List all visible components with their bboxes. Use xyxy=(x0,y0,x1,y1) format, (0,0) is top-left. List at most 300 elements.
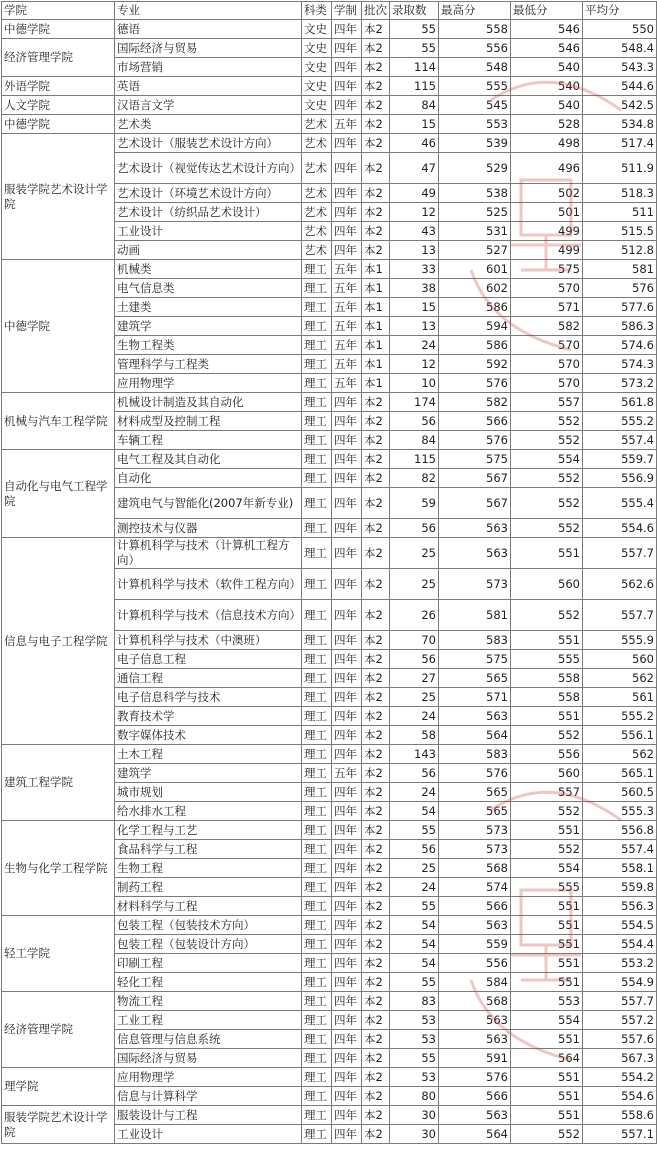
batch-cell: 本2 xyxy=(362,992,390,1011)
duration-cell: 四年 xyxy=(332,241,362,260)
subject-cell: 理工 xyxy=(302,745,332,764)
batch-cell: 本2 xyxy=(362,1106,390,1125)
duration-cell: 四年 xyxy=(332,450,362,469)
min-score-cell: 570 xyxy=(511,279,583,298)
major-cell: 印刷工程 xyxy=(115,954,302,973)
batch-cell: 本2 xyxy=(362,1011,390,1030)
batch-cell: 本2 xyxy=(362,954,390,973)
major-cell: 生物工程 xyxy=(115,859,302,878)
header-subject: 科类 xyxy=(302,2,332,20)
admitted-cell: 30 xyxy=(390,1106,439,1125)
batch-cell: 本2 xyxy=(362,77,390,96)
avg-score-cell: 581 xyxy=(583,260,657,279)
max-score-cell: 573 xyxy=(439,840,511,859)
avg-score-cell: 565.1 xyxy=(583,764,657,783)
major-cell: 服装设计与工程 xyxy=(115,1106,302,1125)
batch-cell: 本2 xyxy=(362,745,390,764)
avg-score-cell: 512.8 xyxy=(583,241,657,260)
duration-cell: 四年 xyxy=(332,222,362,241)
subject-cell: 理工 xyxy=(302,1049,332,1068)
avg-score-cell: 558.6 xyxy=(583,1106,657,1125)
avg-score-cell: 554.5 xyxy=(583,916,657,935)
subject-cell: 理工 xyxy=(302,450,332,469)
subject-cell: 理工 xyxy=(302,897,332,916)
batch-cell: 本2 xyxy=(362,184,390,203)
avg-score-cell: 515.5 xyxy=(583,222,657,241)
min-score-cell: 560 xyxy=(511,764,583,783)
subject-cell: 理工 xyxy=(302,1068,332,1087)
table-row xyxy=(2,1068,657,1087)
avg-score-cell: 548.4 xyxy=(583,39,657,58)
admitted-cell: 55 xyxy=(390,973,439,992)
duration-cell: 四年 xyxy=(332,916,362,935)
admitted-cell: 55 xyxy=(390,1049,439,1068)
duration-cell: 四年 xyxy=(332,1087,362,1106)
duration-cell: 五年 xyxy=(332,374,362,393)
min-score-cell: 557 xyxy=(511,393,583,412)
duration-cell: 四年 xyxy=(332,992,362,1011)
avg-score-cell: 553.2 xyxy=(583,954,657,973)
header-duration: 学制 xyxy=(332,2,362,20)
subject-cell: 理工 xyxy=(302,859,332,878)
batch-cell: 本2 xyxy=(362,96,390,115)
min-score-cell: 552 xyxy=(511,469,583,488)
min-score-cell: 556 xyxy=(511,745,583,764)
max-score-cell: 564 xyxy=(439,1125,511,1144)
batch-cell: 本2 xyxy=(362,222,390,241)
max-score-cell: 583 xyxy=(439,745,511,764)
min-score-cell: 551 xyxy=(511,1068,583,1087)
max-score-cell: 563 xyxy=(439,519,511,538)
table-row xyxy=(2,115,657,134)
major-cell: 通信工程 xyxy=(115,669,302,688)
duration-cell: 四年 xyxy=(332,431,362,450)
duration-cell: 四年 xyxy=(332,840,362,859)
subject-cell: 艺术 xyxy=(302,153,332,184)
duration-cell: 五年 xyxy=(332,764,362,783)
max-score-cell: 545 xyxy=(439,96,511,115)
max-score-cell: 594 xyxy=(439,317,511,336)
admitted-cell: 24 xyxy=(390,783,439,802)
max-score-cell: 563 xyxy=(439,916,511,935)
min-score-cell: 551 xyxy=(511,538,583,569)
avg-score-cell: 557.7 xyxy=(583,538,657,569)
min-score-cell: 552 xyxy=(511,802,583,821)
major-cell: 汉语言文学 xyxy=(115,96,302,115)
table-row xyxy=(2,39,657,58)
min-score-cell: 551 xyxy=(511,1030,583,1049)
table-row xyxy=(2,134,657,153)
college-cell: 信息与电子工程学院 xyxy=(2,538,115,745)
avg-score-cell: 562.6 xyxy=(583,569,657,600)
min-score-cell: 551 xyxy=(511,1087,583,1106)
admitted-cell: 174 xyxy=(390,393,439,412)
min-score-cell: 499 xyxy=(511,222,583,241)
batch-cell: 本2 xyxy=(362,840,390,859)
avg-score-cell: 556.8 xyxy=(583,821,657,840)
avg-score-cell: 576 xyxy=(583,279,657,298)
duration-cell: 四年 xyxy=(332,726,362,745)
batch-cell: 本2 xyxy=(362,688,390,707)
header-batch: 批次 xyxy=(362,2,390,20)
max-score-cell: 581 xyxy=(439,600,511,631)
major-cell: 工业工程 xyxy=(115,1011,302,1030)
max-score-cell: 573 xyxy=(439,569,511,600)
batch-cell: 本2 xyxy=(362,600,390,631)
duration-cell: 四年 xyxy=(332,393,362,412)
duration-cell: 四年 xyxy=(332,1068,362,1087)
major-cell: 计算机科学与技术（计算机工程方向） xyxy=(115,538,302,569)
max-score-cell: 563 xyxy=(439,707,511,726)
duration-cell: 五年 xyxy=(332,355,362,374)
college-cell: 经济管理学院 xyxy=(2,992,115,1068)
avg-score-cell: 557.1 xyxy=(583,1125,657,1144)
duration-cell: 四年 xyxy=(332,77,362,96)
min-score-cell: 558 xyxy=(511,669,583,688)
batch-cell: 本2 xyxy=(362,1030,390,1049)
avg-score-cell: 557.7 xyxy=(583,992,657,1011)
avg-score-cell: 556.9 xyxy=(583,469,657,488)
major-cell: 制药工程 xyxy=(115,878,302,897)
subject-cell: 理工 xyxy=(302,764,332,783)
max-score-cell: 527 xyxy=(439,241,511,260)
college-cell: 生物与化学工程学院 xyxy=(2,821,115,916)
admitted-cell: 55 xyxy=(390,897,439,916)
admitted-cell: 46 xyxy=(390,134,439,153)
max-score-cell: 525 xyxy=(439,203,511,222)
admitted-cell: 80 xyxy=(390,1087,439,1106)
major-cell: 艺术设计（服装艺术设计方向） xyxy=(115,134,302,153)
admitted-cell: 43 xyxy=(390,222,439,241)
admission-score-table xyxy=(1,1,657,1144)
max-score-cell: 584 xyxy=(439,973,511,992)
duration-cell: 五年 xyxy=(332,336,362,355)
avg-score-cell: 511 xyxy=(583,203,657,222)
admitted-cell: 25 xyxy=(390,859,439,878)
avg-score-cell: 562 xyxy=(583,745,657,764)
table-row xyxy=(2,538,657,569)
min-score-cell: 551 xyxy=(511,973,583,992)
max-score-cell: 592 xyxy=(439,355,511,374)
admitted-cell: 25 xyxy=(390,688,439,707)
avg-score-cell: 573.2 xyxy=(583,374,657,393)
batch-cell: 本2 xyxy=(362,431,390,450)
duration-cell: 四年 xyxy=(332,134,362,153)
min-score-cell: 552 xyxy=(511,519,583,538)
subject-cell: 艺术 xyxy=(302,203,332,222)
admitted-cell: 33 xyxy=(390,260,439,279)
table-body xyxy=(2,20,657,1144)
min-score-cell: 499 xyxy=(511,241,583,260)
major-cell: 工业设计 xyxy=(115,222,302,241)
admitted-cell: 56 xyxy=(390,519,439,538)
admitted-cell: 114 xyxy=(390,58,439,77)
subject-cell: 理工 xyxy=(302,1125,332,1144)
min-score-cell: 552 xyxy=(511,600,583,631)
table-row xyxy=(2,1106,657,1125)
batch-cell: 本2 xyxy=(362,1068,390,1087)
duration-cell: 四年 xyxy=(332,669,362,688)
admitted-cell: 10 xyxy=(390,374,439,393)
min-score-cell: 540 xyxy=(511,96,583,115)
max-score-cell: 558 xyxy=(439,20,511,39)
major-cell: 包装工程（包装技术方向） xyxy=(115,916,302,935)
batch-cell: 本2 xyxy=(362,1087,390,1106)
college-cell: 轻工学院 xyxy=(2,916,115,992)
subject-cell: 理工 xyxy=(302,279,332,298)
batch-cell: 本2 xyxy=(362,897,390,916)
header-major: 专业 xyxy=(115,2,302,20)
max-score-cell: 529 xyxy=(439,153,511,184)
batch-cell: 本2 xyxy=(362,669,390,688)
major-cell: 管理科学与工程类 xyxy=(115,355,302,374)
duration-cell: 四年 xyxy=(332,519,362,538)
header-admitted: 录取数 xyxy=(390,2,439,20)
college-cell: 中德学院 xyxy=(2,20,115,39)
batch-cell: 本2 xyxy=(362,412,390,431)
batch-cell: 本2 xyxy=(362,20,390,39)
max-score-cell: 567 xyxy=(439,469,511,488)
header-college: 学院 xyxy=(2,2,115,20)
major-cell: 物流工程 xyxy=(115,992,302,1011)
admitted-cell: 54 xyxy=(390,954,439,973)
avg-score-cell: 560 xyxy=(583,650,657,669)
batch-cell: 本2 xyxy=(362,58,390,77)
avg-score-cell: 518.3 xyxy=(583,184,657,203)
avg-score-cell: 542.5 xyxy=(583,96,657,115)
min-score-cell: 553 xyxy=(511,992,583,1011)
batch-cell: 本1 xyxy=(362,317,390,336)
admitted-cell: 115 xyxy=(390,77,439,96)
major-cell: 信息与计算科学 xyxy=(115,1087,302,1106)
major-cell: 机械设计制造及其自动化 xyxy=(115,393,302,412)
subject-cell: 文史 xyxy=(302,77,332,96)
major-cell: 建筑学 xyxy=(115,764,302,783)
duration-cell: 四年 xyxy=(332,783,362,802)
table-row xyxy=(2,260,657,279)
subject-cell: 理工 xyxy=(302,355,332,374)
duration-cell: 四年 xyxy=(332,1011,362,1030)
college-cell: 服装学院艺术设计学院 xyxy=(2,134,115,260)
major-cell: 工业设计 xyxy=(115,1125,302,1144)
max-score-cell: 563 xyxy=(439,1030,511,1049)
admitted-cell: 54 xyxy=(390,935,439,954)
max-score-cell: 586 xyxy=(439,298,511,317)
admitted-cell: 47 xyxy=(390,153,439,184)
header-row xyxy=(2,2,657,20)
duration-cell: 四年 xyxy=(332,469,362,488)
admitted-cell: 38 xyxy=(390,279,439,298)
duration-cell: 四年 xyxy=(332,58,362,77)
admitted-cell: 56 xyxy=(390,412,439,431)
admitted-cell: 56 xyxy=(390,840,439,859)
major-cell: 城市规划 xyxy=(115,783,302,802)
major-cell: 电气工程及其自动化 xyxy=(115,450,302,469)
max-score-cell: 539 xyxy=(439,134,511,153)
min-score-cell: 540 xyxy=(511,77,583,96)
table-row xyxy=(2,992,657,1011)
college-cell: 中德学院 xyxy=(2,115,115,134)
min-score-cell: 575 xyxy=(511,260,583,279)
avg-score-cell: 554.4 xyxy=(583,935,657,954)
subject-cell: 理工 xyxy=(302,954,332,973)
subject-cell: 理工 xyxy=(302,317,332,336)
major-cell: 食品科学与工程 xyxy=(115,840,302,859)
min-score-cell: 552 xyxy=(511,840,583,859)
duration-cell: 五年 xyxy=(332,298,362,317)
major-cell: 机械类 xyxy=(115,260,302,279)
subject-cell: 艺术 xyxy=(302,134,332,153)
duration-cell: 五年 xyxy=(332,260,362,279)
subject-cell: 理工 xyxy=(302,600,332,631)
batch-cell: 本2 xyxy=(362,134,390,153)
subject-cell: 艺术 xyxy=(302,222,332,241)
admitted-cell: 53 xyxy=(390,1068,439,1087)
avg-score-cell: 543.3 xyxy=(583,58,657,77)
duration-cell: 四年 xyxy=(332,153,362,184)
major-cell: 艺术设计（视觉传达艺术设计方向） xyxy=(115,153,302,184)
duration-cell: 五年 xyxy=(332,115,362,134)
max-score-cell: 576 xyxy=(439,431,511,450)
batch-cell: 本2 xyxy=(362,153,390,184)
duration-cell: 五年 xyxy=(332,317,362,336)
college-cell: 外语学院 xyxy=(2,77,115,96)
major-cell: 测控技术与仪器 xyxy=(115,519,302,538)
major-cell: 应用物理学 xyxy=(115,1068,302,1087)
max-score-cell: 576 xyxy=(439,764,511,783)
max-score-cell: 566 xyxy=(439,1087,511,1106)
max-score-cell: 563 xyxy=(439,1011,511,1030)
admitted-cell: 15 xyxy=(390,115,439,134)
major-cell: 市场营销 xyxy=(115,58,302,77)
max-score-cell: 583 xyxy=(439,631,511,650)
max-score-cell: 553 xyxy=(439,115,511,134)
avg-score-cell: 517.4 xyxy=(583,134,657,153)
batch-cell: 本2 xyxy=(362,726,390,745)
batch-cell: 本2 xyxy=(362,569,390,600)
avg-score-cell: 555.2 xyxy=(583,412,657,431)
major-cell: 包装工程（包装设计方向） xyxy=(115,935,302,954)
subject-cell: 理工 xyxy=(302,1030,332,1049)
min-score-cell: 558 xyxy=(511,688,583,707)
min-score-cell: 551 xyxy=(511,897,583,916)
min-score-cell: 571 xyxy=(511,298,583,317)
subject-cell: 理工 xyxy=(302,519,332,538)
batch-cell: 本2 xyxy=(362,39,390,58)
admitted-cell: 54 xyxy=(390,916,439,935)
college-cell: 自动化与电气工程学院 xyxy=(2,450,115,538)
avg-score-cell: 557.6 xyxy=(583,1030,657,1049)
max-score-cell: 567 xyxy=(439,488,511,519)
min-score-cell: 582 xyxy=(511,317,583,336)
batch-cell: 本2 xyxy=(362,707,390,726)
duration-cell: 四年 xyxy=(332,569,362,600)
max-score-cell: 571 xyxy=(439,688,511,707)
max-score-cell: 556 xyxy=(439,954,511,973)
major-cell: 材料科学与工程 xyxy=(115,897,302,916)
duration-cell: 四年 xyxy=(332,20,362,39)
batch-cell: 本1 xyxy=(362,279,390,298)
max-score-cell: 564 xyxy=(439,726,511,745)
major-cell: 计算机科学与技术（信息技术方向） xyxy=(115,600,302,631)
major-cell: 化学工程与工艺 xyxy=(115,821,302,840)
subject-cell: 艺术 xyxy=(302,241,332,260)
max-score-cell: 574 xyxy=(439,878,511,897)
max-score-cell: 566 xyxy=(439,412,511,431)
subject-cell: 理工 xyxy=(302,298,332,317)
batch-cell: 本2 xyxy=(362,488,390,519)
min-score-cell: 555 xyxy=(511,878,583,897)
min-score-cell: 551 xyxy=(511,916,583,935)
batch-cell: 本2 xyxy=(362,241,390,260)
batch-cell: 本1 xyxy=(362,355,390,374)
major-cell: 电子信息工程 xyxy=(115,650,302,669)
min-score-cell: 552 xyxy=(511,431,583,450)
admitted-cell: 55 xyxy=(390,821,439,840)
subject-cell: 理工 xyxy=(302,393,332,412)
min-score-cell: 551 xyxy=(511,707,583,726)
subject-cell: 理工 xyxy=(302,650,332,669)
admitted-cell: 56 xyxy=(390,650,439,669)
admitted-cell: 70 xyxy=(390,631,439,650)
avg-score-cell: 544.6 xyxy=(583,77,657,96)
avg-score-cell: 562 xyxy=(583,669,657,688)
duration-cell: 四年 xyxy=(332,184,362,203)
subject-cell: 理工 xyxy=(302,783,332,802)
major-cell: 建筑电气与智能化(2007年新专业) xyxy=(115,488,302,519)
duration-cell: 四年 xyxy=(332,897,362,916)
major-cell: 土建类 xyxy=(115,298,302,317)
max-score-cell: 559 xyxy=(439,935,511,954)
max-score-cell: 576 xyxy=(439,1068,511,1087)
min-score-cell: 498 xyxy=(511,134,583,153)
batch-cell: 本2 xyxy=(362,1049,390,1068)
batch-cell: 本2 xyxy=(362,115,390,134)
subject-cell: 理工 xyxy=(302,840,332,859)
avg-score-cell: 555.4 xyxy=(583,488,657,519)
admitted-cell: 59 xyxy=(390,488,439,519)
table-row xyxy=(2,916,657,935)
duration-cell: 四年 xyxy=(332,859,362,878)
subject-cell: 文史 xyxy=(302,58,332,77)
subject-cell: 理工 xyxy=(302,688,332,707)
major-cell: 轻化工程 xyxy=(115,973,302,992)
admitted-cell: 53 xyxy=(390,1011,439,1030)
avg-score-cell: 557.4 xyxy=(583,431,657,450)
min-score-cell: 557 xyxy=(511,783,583,802)
subject-cell: 理工 xyxy=(302,935,332,954)
subject-cell: 理工 xyxy=(302,992,332,1011)
avg-score-cell: 554.2 xyxy=(583,1068,657,1087)
batch-cell: 本2 xyxy=(362,973,390,992)
duration-cell: 四年 xyxy=(332,1049,362,1068)
admitted-cell: 27 xyxy=(390,669,439,688)
subject-cell: 理工 xyxy=(302,469,332,488)
batch-cell: 本2 xyxy=(362,1125,390,1144)
major-cell: 建筑学 xyxy=(115,317,302,336)
duration-cell: 五年 xyxy=(332,279,362,298)
batch-cell: 本2 xyxy=(362,916,390,935)
duration-cell: 四年 xyxy=(332,650,362,669)
major-cell: 信息管理与信息系统 xyxy=(115,1030,302,1049)
admitted-cell: 24 xyxy=(390,336,439,355)
subject-cell: 理工 xyxy=(302,336,332,355)
duration-cell: 四年 xyxy=(332,821,362,840)
duration-cell: 四年 xyxy=(332,538,362,569)
avg-score-cell: 561.8 xyxy=(583,393,657,412)
max-score-cell: 575 xyxy=(439,450,511,469)
major-cell: 艺术类 xyxy=(115,115,302,134)
